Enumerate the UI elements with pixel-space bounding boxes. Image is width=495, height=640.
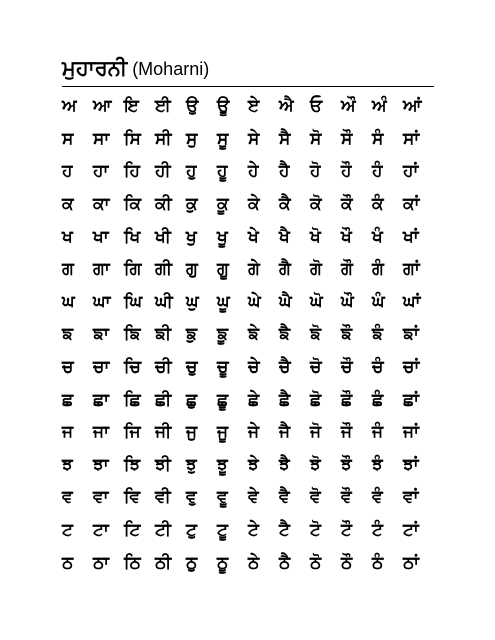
syllable-cell: ਙੋ [310,324,322,345]
syllable-cell: ਚਿ [124,357,141,378]
syllable-cell: ਝਾਂ [403,454,419,475]
syllable-cell: ਚੰ [372,357,384,378]
syllable-cell: ਇ [124,96,139,117]
syllable-cell: ਹਿ [124,161,140,182]
syllable-cell: ਕੰ [372,194,384,215]
syllable-cell: ਘੋ [310,291,323,312]
syllable-cell: ਵਾਂ [403,487,419,508]
syllable-cell: ਆ [93,96,112,117]
grid-row [62,253,434,286]
syllable-cell: ਓ [310,96,323,117]
syllable-cell: ਚੀ [155,357,172,378]
syllable-cell: ਜ [62,422,74,443]
grid-row [62,351,434,384]
syllable-cell: ਕਾਂ [403,194,420,215]
syllable-cell: ਕਾ [93,194,110,215]
syllable-cell: ਖੀ [155,226,171,247]
syllable-cell: ਟੈ [279,520,290,541]
syllable-cell: ਟਾਂ [403,520,419,541]
syllable-cell: ਠਾ [93,552,110,573]
grid-row [62,514,434,547]
syllable-cell: ਜਾ [93,422,109,443]
syllable-cell: ਝੀ [155,454,171,475]
syllable-cell: ਟੂ [217,520,228,541]
grid-row [62,546,434,579]
syllable-cell: ਠੁ [186,552,198,573]
syllable-cell: ਛੀ [155,389,172,410]
syllable-cell: ਵੰ [372,487,383,508]
syllable-cell: ਜੇ [248,422,260,443]
title-gurmukhi: ਮੁਹਾਰਨੀ [62,56,128,80]
syllable-cell: ਖੰ [372,226,383,247]
syllable-cell: ਸੁ [186,128,198,149]
syllable-cell: ਟੁ [186,520,197,541]
syllable-cell: ਗੋ [310,259,322,280]
syllable-cell: ਝੈ [279,454,290,475]
syllable-cell: ਘੌ [341,291,354,312]
syllable-cell: ਵੀ [155,487,171,508]
syllable-cell: ਸੌ [341,128,353,149]
syllable-cell: ਛੂ [217,389,229,410]
syllable-cell: ਜੂ [217,422,229,443]
syllable-cell: ਵੌ [341,487,352,508]
syllable-cell: ਗੇ [248,259,260,280]
syllable-cell: ਛਿ [124,389,141,410]
title-underline [62,86,434,87]
syllable-cell: ਕਿ [124,194,142,215]
syllable-cell: ਹੁ [186,161,197,182]
syllable-cell: ਛੁ [186,389,198,410]
syllable-cell: ਘੇ [248,291,261,312]
syllable-cell: ਗੂ [217,259,229,280]
syllable-cell: ਕ [62,194,74,215]
syllable-cell: ਠੌ [341,552,353,573]
syllable-cell: ਘ [62,291,75,312]
syllable-cell: ਹੇ [248,161,259,182]
syllable-cell: ਘੂ [217,291,230,312]
syllable-cell: ਖੁ [186,226,197,247]
syllable-cell: ਙਾ [93,324,109,345]
syllable-cell: ਝੋ [310,454,321,475]
syllable-cell: ਕੌ [341,194,353,215]
syllable-cell: ਖ [62,226,73,247]
syllable-cell: ਸਿ [124,128,141,149]
syllable-cell: ਹਾਂ [403,161,419,182]
syllable-cell: ਝ [62,454,73,475]
syllable-cell: ਖੋ [310,226,321,247]
syllable-cell: ਘਾਂ [403,291,421,312]
syllable-cell: ਠੂ [217,552,229,573]
syllable-cell: ਊ [217,96,230,117]
syllable-cell: ਖੂ [217,226,228,247]
syllable-cell: ਗਾਂ [403,259,420,280]
syllable-cell: ਙਿ [124,324,141,345]
grid-row [62,90,434,123]
syllable-cell: ਜੈ [279,422,291,443]
syllable-cell: ਖੈ [279,226,290,247]
grid-row [62,188,434,221]
syllable-cell: ਟੰ [372,520,383,541]
syllable-cell: ਚੈ [279,357,291,378]
syllable-cell: ਝਾ [93,454,109,475]
syllable-cell: ਙੂ [217,324,229,345]
syllable-cell: ਟੀ [155,520,172,541]
syllable-cell: ਟੇ [248,520,259,541]
grid-row [62,383,434,416]
grid-row [62,123,434,156]
syllable-cell: ਗੈ [279,259,291,280]
syllable-cell: ਈ [155,96,171,117]
syllable-cell: ਵਾ [93,487,109,508]
syllable-cell: ਙੇ [248,324,260,345]
syllable-cell: ਘੀ [155,291,173,312]
syllable-cell: ਚੁ [186,357,198,378]
syllable-cell: ਟਾ [93,520,109,541]
syllable-cell: ਵੋ [310,487,321,508]
syllable-cell: ਠਾਂ [403,552,419,573]
grid-row [62,416,434,449]
syllable-cell: ਛਾ [93,389,110,410]
grid-row [62,155,434,188]
syllable-cell: ਖੌ [341,226,352,247]
syllable-cell: ਹੰ [372,161,383,182]
syllable-cell: ਜੋ [310,422,322,443]
syllable-cell: ਸੀ [155,128,172,149]
syllable-cell: ਝੂ [217,454,228,475]
syllable-cell: ਸੋ [310,128,322,149]
grid-row [62,318,434,351]
syllable-cell: ਵਿ [124,487,141,508]
syllable-cell: ਚਾ [93,357,110,378]
grid-row [62,220,434,253]
syllable-cell: ਘੰ [372,291,385,312]
syllable-cell: ਜੌ [341,422,353,443]
syllable-cell: ਸ [62,128,74,149]
syllable-cell: ਵੈ [279,487,290,508]
syllable-cell: ਝੁ [186,454,197,475]
syllable-cell: ਜੰ [372,422,384,443]
syllable-cell: ਗਾ [93,259,110,280]
syllable-cell: ਝੇ [248,454,259,475]
syllable-cell: ਹੂ [217,161,228,182]
syllable-cell: ਙੁ [186,324,198,345]
syllable-cell: ਝੌ [341,454,352,475]
syllable-cell: ਛ [62,389,74,410]
syllable-cell: ਘਿ [124,291,143,312]
syllable-cell: ਸੰ [372,128,384,149]
syllable-cell: ਹ [62,161,73,182]
syllable-cell: ਚਾਂ [403,357,420,378]
syllable-cell: ਛੇ [248,389,260,410]
syllable-cell: ਙੰ [372,324,384,345]
grid-row [62,481,434,514]
syllable-cell: ਙੌ [341,324,353,345]
syllable-cell: ਹਾ [93,161,109,182]
syllable-cell: ਸਾ [93,128,110,149]
syllable-cell: ਹੋ [310,161,321,182]
syllable-cell: ਚੇ [248,357,260,378]
syllable-cell: ਚੂ [217,357,229,378]
syllable-cell: ਕੀ [155,194,172,215]
syllable-cell: ਸੂ [217,128,229,149]
syllable-cell: ਹੀ [155,161,171,182]
syllable-cell: ਜੀ [155,422,172,443]
syllable-cell: ਵੂ [217,487,228,508]
syllable-cell: ਉ [186,96,199,117]
syllable-cell: ਘੈ [279,291,292,312]
syllable-cell: ਗੀ [155,259,172,280]
syllable-cell: ਸਾਂ [403,128,420,149]
grid-row [62,286,434,319]
syllable-cell: ਖਾਂ [403,226,419,247]
syllable-cell: ਜਾਂ [403,422,419,443]
syllable-cell: ਠੈ [279,552,291,573]
syllable-cell: ਚੋ [310,357,322,378]
syllable-cell: ਆਂ [403,96,422,117]
syllable-cell: ਵੁ [186,487,197,508]
syllable-cell: ਟ [62,520,73,541]
syllable-cell: ਖਿ [124,226,141,247]
syllable-cell: ਗਿ [124,259,142,280]
syllable-cell: ਜਿ [124,422,141,443]
syllable-cell: ਜੁ [186,422,198,443]
syllable-cell: ਠਿ [124,552,141,573]
syllable-cell: ਝਿ [124,454,141,475]
syllable-cell: ਕੈ [279,194,291,215]
syllable-cell: ਛੈ [279,389,291,410]
syllable-cell: ਝੰ [372,454,383,475]
syllable-cell: ਸੈ [279,128,291,149]
syllable-cell: ਖੇ [248,226,259,247]
syllable-cell: ਘੁ [186,291,199,312]
syllable-cell: ਹੌ [341,161,352,182]
syllable-cell: ਠੀ [155,552,172,573]
syllable-cell: ਠੇ [248,552,260,573]
syllable-cell: ਵੇ [248,487,259,508]
syllable-cell: ਠ [62,552,74,573]
page-title [62,58,209,79]
syllable-cell: ਕੋ [310,194,322,215]
syllable-cell: ਛੰ [372,389,384,410]
syllable-cell: ਔ [341,96,356,117]
syllable-cell: ਅ [62,96,77,117]
syllable-cell: ਛੋ [310,389,322,410]
grid-row [62,449,434,482]
syllable-cell: ਅੰ [372,96,387,117]
syllable-cell: ਗੁ [186,259,198,280]
syllable-cell: ਙੈ [279,324,291,345]
moharni-grid [62,90,434,579]
syllable-cell: ਗੌ [341,259,353,280]
syllable-cell: ਚ [62,357,74,378]
syllable-cell: ਏ [248,96,260,117]
syllable-cell: ਗ [62,259,74,280]
syllable-cell: ਙਾਂ [403,324,419,345]
syllable-cell: ਸੇ [248,128,260,149]
syllable-cell: ਛੌ [341,389,353,410]
syllable-cell: ਗੰ [372,259,384,280]
syllable-cell: ਠੰ [372,552,384,573]
syllable-cell: ਕੇ [248,194,260,215]
syllable-cell: ਘਾ [93,291,111,312]
syllable-cell: ਠੋ [310,552,322,573]
syllable-cell: ਟਿ [124,520,141,541]
syllable-cell: ਕੂ [217,194,229,215]
syllable-cell: ਟੋ [310,520,321,541]
syllable-cell: ਕੁ [186,194,198,215]
syllable-cell: ਚੌ [341,357,353,378]
syllable-cell: ਖਾ [93,226,109,247]
title-latin: (Moharni) [132,59,210,79]
syllable-cell: ਵ [62,487,73,508]
syllable-cell: ਟੌ [341,520,352,541]
syllable-cell: ਛਾਂ [403,389,419,410]
syllable-cell: ਹੈ [279,161,290,182]
syllable-cell: ਐ [279,96,294,117]
syllable-cell: ਙੀ [155,324,172,345]
syllable-cell: ਙ [62,324,74,345]
